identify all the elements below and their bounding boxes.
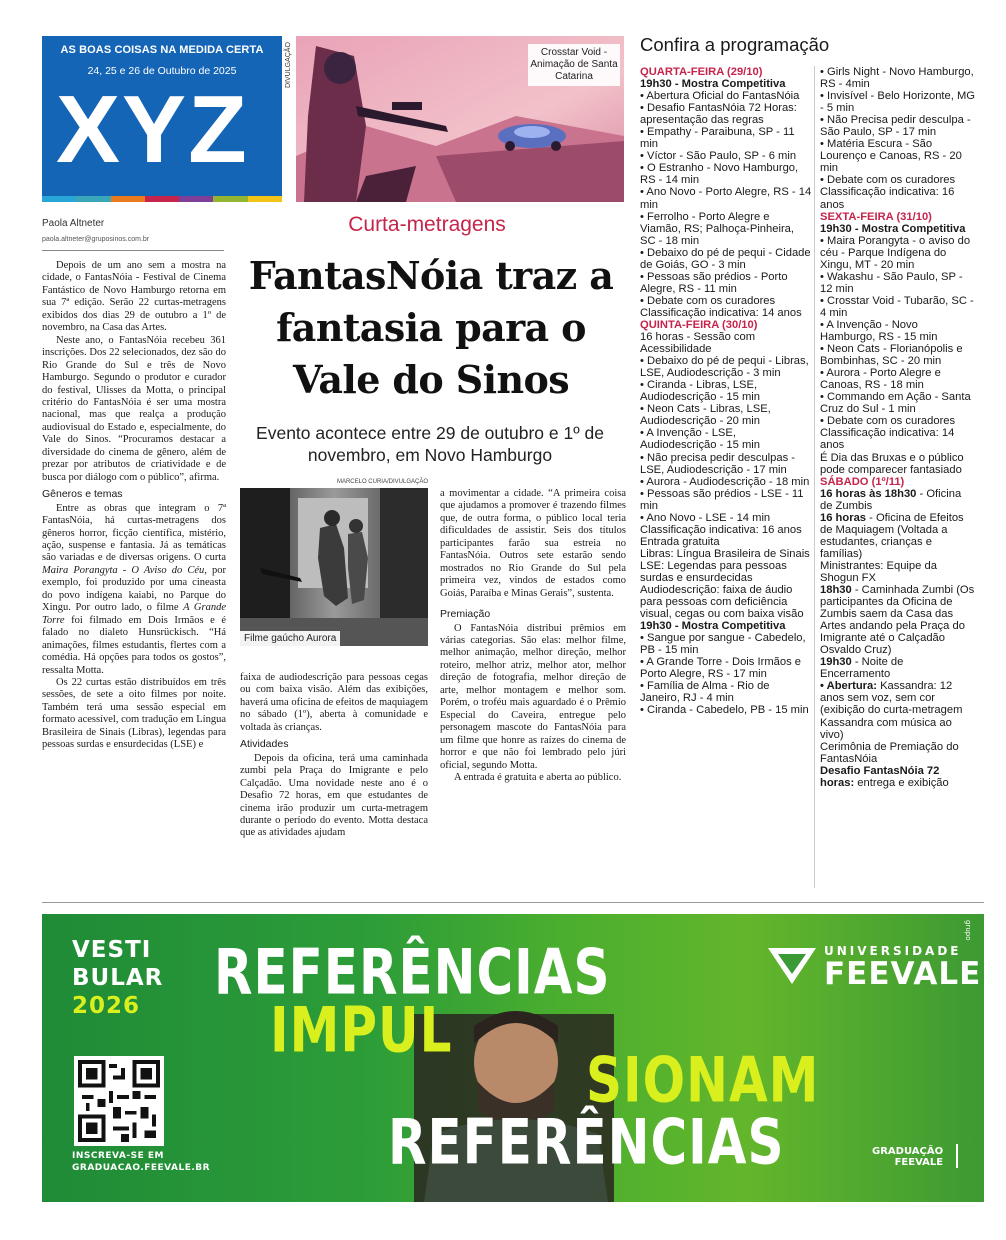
feevale-advertisement[interactable] <box>42 914 984 1202</box>
qr-code-icon <box>78 1060 160 1142</box>
paragraph: faixa de audiodescrição para pessoas cegas ou com baixa visão. Além das exibições, haverá uma oficina de efeitos de maquiagem no sábado (1º), aberta à comunidade e voltada às crianças. <box>240 672 428 733</box>
page-divider <box>42 902 984 903</box>
feevale-logo-small: UNIVERSIDADE <box>824 944 962 958</box>
schedule-column-2 <box>820 66 976 789</box>
schedule-day-heading: QUINTA-FEIRA (30/10) <box>640 318 758 331</box>
schedule-line: Ministrantes: Equipe da Shogun FX <box>820 559 937 584</box>
schedule-line: • Debaixo do pé de pequi - Cidade de Goiás, GO - 3 min <box>640 246 811 271</box>
schedule-line: • Debate com os curadores <box>640 294 776 307</box>
schedule-line: • Ciranda - Cabedelo, PB - 15 min <box>640 704 809 717</box>
schedule-line: • Invisível - Belo Horizonte, MG - 5 min <box>820 90 975 115</box>
schedule-line: Classificação indicativa: 14 anos <box>820 427 955 452</box>
image-credit-top: DIVULGAÇÃO <box>285 42 292 88</box>
feevale-logo-icon <box>768 946 816 986</box>
ad-signup-text: INSCREVA-SE EM GRADUACAO.FEEVALE.BR <box>72 1151 211 1173</box>
paragraph: Entre as obras que integram o 7ª FantasNóia, há curtas-metragens dos gêneros horror, ficção científica, mistério, ação, suspense e fantasia. Já as temáticas são variadas e de diversas origens. O curta Maira Porangyta - O Aviso do Céu, por exemplo, foi produzido por uma cineasta do povo indígena kaiabi, no Parque do Xingu. Por outro lado, o filme A Grande Torre foi filmado em Dois Irmãos e é falado no dialeto Hunsrückisch. “Há animações, filmes estudantis, flertes com a comédia. Há opções para todos os gostos”, ressalta Motta. <box>42 502 226 676</box>
schedule-line: • Neon Cats - Florianópolis e Bombinhas, SC - 20 min <box>820 343 963 368</box>
schedule-line: • Pessoas são prédios - LSE - 11 min <box>640 487 804 512</box>
paragraph: a movimentar a cidade. “A primeira coisa que ajudamos a promover é trazendo filmes que, de outra forma, o público local teria dificuldades de assistir. Seis dos títulos participantes farão sua estreia no FantasNóia. Outros sete estarão sendo mostrados no Rio Grande do Sul pela primeira vez, vindos de estados como Goiás, Paraíba e Minas Gerais”, sustenta. <box>440 488 626 599</box>
schedule-line: Audiodescrição: faixa de áudio para pessoas com deficiência visual, cegas ou com baixa visão <box>640 584 804 621</box>
schedule-line: Entrada gratuita <box>640 535 720 548</box>
schedule-line: • Empathy - Paraibuna, SP - 11 min <box>640 126 795 151</box>
ad-graduacao-bar <box>956 1144 958 1168</box>
schedule-line: 16 horas às 18h30 - Oficina de Zumbis <box>820 487 962 512</box>
author-name: Paola Altneter <box>42 218 105 229</box>
schedule-line: 19h30 - Mostra Competitiva <box>640 78 786 91</box>
masthead-brand: XYZ <box>56 76 249 183</box>
author-rule <box>42 250 224 251</box>
article-column-2 <box>240 672 428 840</box>
article-column-3 <box>440 488 626 784</box>
ad-url: GRADUACAO.FEEVALE.BR <box>72 1163 211 1173</box>
schedule-line: • Não Precisa pedir desculpa - São Paulo, SP - 17 min <box>820 114 971 139</box>
schedule-line: • Ciranda - Libras, LSE, Audiodescrição - 15 min <box>640 379 761 404</box>
schedule-line: • Aurora - Audiodescrição - 18 min <box>640 475 810 488</box>
color-segment <box>76 196 110 202</box>
ad-headline-3: SIONAM <box>586 1044 820 1117</box>
feevale-logo <box>768 944 981 990</box>
schedule-line: • Neon Cats - Libras, LSE, Audiodescrição - 20 min <box>640 403 771 428</box>
schedule-line: • Pessoas são prédios - Porto Alegre, RS - 11 min <box>640 270 788 295</box>
schedule-day-heading: SÁBADO (1º/11) <box>820 475 905 488</box>
schedule-line: 19h30 - Noite de Encerramento <box>820 656 904 681</box>
color-segment <box>145 196 179 202</box>
schedule-line: • Crosstar Void - Tubarão, SC - 4 min <box>820 294 974 319</box>
schedule-line: Classificação indicativa: 16 anos <box>640 523 802 536</box>
paragraph: O FantasNóia distribui prêmios em várias categorias. São elas: melhor filme, melhor animação, melhor direção, melhor roteiro, melhor atriz, melhor ator, melhor direção de fotografia, melhor direção de arte, melhor montagem e melhor som. Porém, o troféu mais aguardado é o Prêmio Especial do Caveira, entregue pelo personagem mascote do FantasNóia para um filme que honre as raízes do cinema de horror e que não foi lembrado pelo júri oficial, segundo Motta. <box>440 622 626 771</box>
schedule-line: • Girls Night - Novo Hamburgo, RS - 4min <box>820 66 974 91</box>
schedule-line: • Aurora - Porto Alegre e Canoas, RS - 18 min <box>820 367 941 392</box>
section-heading: Atividades <box>240 738 289 751</box>
hero-illustration <box>296 36 624 202</box>
schedule-line: • Abertura Oficial do FantasNóia <box>640 90 800 103</box>
schedule-line: • Desafio FantasNóia 72 Horas: apresentação das regras <box>640 102 797 127</box>
author-email: paola.altneter@gruposinos.com.br <box>42 236 150 243</box>
color-segment <box>213 196 247 202</box>
masthead-color-bar <box>42 196 282 202</box>
article-subhead: Evento acontece entre 29 de outubro e 1º de novembro, em Novo Hamburgo <box>256 423 604 465</box>
schedule-day-heading: SEXTA-FEIRA (31/10) <box>820 210 932 223</box>
ad-headline-4: REFERÊNCIAS <box>388 1106 785 1179</box>
ad-headline-1: REFERÊNCIAS <box>214 936 611 1009</box>
ad-headline-2: IMPUL <box>270 994 453 1067</box>
hero-caption: Crosstar Void - Animação de Santa Catarina <box>528 44 620 86</box>
masthead <box>42 36 282 202</box>
schedule-line: • Matéria Escura - São Lourenço e Canoas, RS - 20 min <box>820 138 962 175</box>
schedule-line: • Maira Porangyta - o aviso do céu - Parque Indígena do Xingu, MT - 20 min <box>820 234 971 271</box>
schedule-divider <box>814 66 815 888</box>
schedule-line: Desafio FantasNóia 72 horas: entrega e exibição <box>820 764 949 789</box>
paragraph: Depois da oficina, terá uma caminhada zumbi pela Praça do Imigrante e pelo Calçadão. Uma novidade neste ano é o Desafio 72 horas, em que estudantes de cinema irão produzir um curta-metragem durante o período do evento. Motta destaca que as atividades ajudam <box>240 752 428 839</box>
schedule-line: • Família de Alma - Rio de Janeiro, RJ - 4 min <box>640 680 770 705</box>
schedule-line: • O Estranho - Novo Hamburgo, RS - 14 min <box>640 162 799 187</box>
schedule-line: 16 horas - Oficina de Efeitos de Maquiagem (Voltada a estudantes, crianças e famílias) <box>820 511 964 560</box>
ad-vestibular-label: VESTI BULAR 2026 <box>72 937 164 1019</box>
color-segment <box>179 196 213 202</box>
article-photo <box>240 488 428 646</box>
paragraph: A entrada é gratuita e aberta ao público. <box>454 771 622 783</box>
paragraph: Depois de um ano sem a mostra na cidade, o FantasNóia - Festival de Cinema Fantástico de Novo Hamburgo retorna em sua 7ª edição. Serão 22 curtas-metragens exibidos dos dias 29 de outubro a 1º de novembro, na Casa das Artes. <box>42 260 226 334</box>
schedule-line: • Debate com os curadores <box>820 415 956 428</box>
schedule-line: • Commando em Ação - Santa Cruz do Sul - 1 min <box>820 391 971 416</box>
schedule-line: 16 horas - Sessão com Acessibilidade <box>640 331 756 356</box>
article-kicker: Curta-metragens <box>348 213 506 236</box>
feevale-logo-big: FEEVALE <box>824 956 982 992</box>
schedule-line: • A Grande Torre - Dois Irmãos e Porto Alegre, RS - 17 min <box>640 656 802 681</box>
schedule-line: • Debaixo do pé de pequi - Libras, LSE, Audiodescrição - 3 min <box>640 355 809 380</box>
schedule-line: Cerimônia de Premiação do FantasNóia <box>820 740 959 765</box>
schedule-line: 19h30 - Mostra Competitiva <box>820 222 966 235</box>
ad-group-label: grupo <box>964 920 972 941</box>
schedule-line: • Sangue por sangue - Cabedelo, PB - 15 min <box>640 632 806 657</box>
schedule-line: • A Invenção - Novo Hamburgo, RS - 15 min <box>820 318 938 344</box>
color-segment <box>42 196 76 202</box>
masthead-tagline: AS BOAS COISAS NA MEDIDA CERTA <box>60 44 264 56</box>
schedule-line: • Ferrolho - Porto Alegre e Viamão, RS; Palhoça-Pinheira, SC - 18 min <box>640 210 795 247</box>
section-heading: Premiação <box>440 608 491 621</box>
schedule-line: 19h30 - Mostra Competitiva <box>640 620 786 633</box>
color-segment <box>248 196 282 202</box>
schedule-line: • Não precisa pedir desculpas - LSE, Audiodescrição - 17 min <box>640 451 796 476</box>
article-headline: FantasNóia traz a fantasia para o Vale do Sinos <box>248 253 614 402</box>
section-heading: Gêneros e temas <box>42 488 123 501</box>
schedule-title: Confira a programação <box>640 34 830 55</box>
photo-caption: Filme gaúcho Aurora <box>240 631 340 646</box>
color-segment <box>111 196 145 202</box>
schedule-line: • Debate com os curadores <box>820 174 956 187</box>
photo-credit: MARCELO CURIA/DIVULGAÇÃO <box>336 479 428 485</box>
paragraph: Os 22 curtas estão distribuídos em três sessões, de sete a oito filmes por noite. Também terá uma sessão especial em formato acessível, com tradução em Língua Brasileira de Sinais (Libras), legendas para pessoas surdas e ensurdecidas (LSE) e <box>42 676 226 751</box>
ad-graduacao: GRADUAÇÃO FEEVALE <box>872 1146 944 1168</box>
photo-image <box>240 488 428 646</box>
schedule-line: LSE: Legendas para pessoas surdas e ensurdecidas <box>640 559 787 584</box>
schedule-line: • Ano Novo - LSE - 14 min <box>640 511 771 524</box>
schedule-line: • Abertura: Kassandra: 12 anos sem voz, sem cor (exibição do curta-metragem Kassandra com música ao vivo) <box>820 680 963 741</box>
article-column-1 <box>42 260 226 752</box>
schedule-line: Classificação indicativa: 14 anos <box>640 306 802 319</box>
schedule-line: Classificação indicativa: 16 anos <box>820 186 955 211</box>
schedule-line: É Dia das Bruxas e o público pode comparecer fantasiado <box>820 451 964 476</box>
schedule-column-1 <box>640 66 812 717</box>
schedule-line: • Víctor - São Paulo, SP - 6 min <box>640 150 797 163</box>
schedule-day-heading: QUARTA-FEIRA (29/10) <box>640 66 763 78</box>
schedule-line: • Wakashu - São Paulo, SP - 12 min <box>820 270 963 295</box>
schedule-line: • A Invenção - LSE, Audiodescrição - 15 min <box>640 427 761 452</box>
schedule-line: • Ano Novo - Porto Alegre, RS - 14 min <box>640 186 812 211</box>
masthead-dates: 24, 25 e 26 de Outubro de 2025 <box>87 65 237 77</box>
schedule-line: 18h30 - Caminhada Zumbi (Os participantes da Oficina de Zumbis saem da Casa das Artes andando pela Praça do Imigrante até o Calçadão Osvaldo Cruz) <box>820 584 975 657</box>
schedule-line: Libras: Língua Brasileira de Sinais <box>640 547 810 560</box>
paragraph: Neste ano, o FantasNóia recebeu 361 inscrições. Dos 22 selecionados, dez são do Rio Grande do Sul e três de Novo Hamburgo. Segundo o produtor e curador do festival, Ulisses da Motta, o principal critério do FantasNóia é ser uma mostra nacional, mas que realça a produção audiovisual do Estado e, especialmente, do Vale do Sinos. “Procuramos destacar a diversidade do cinema de gênero, além de prezar por atributos de criatividade e de busca por diálogo com o público”, afirma. <box>42 334 226 483</box>
qr-code[interactable] <box>74 1056 164 1146</box>
